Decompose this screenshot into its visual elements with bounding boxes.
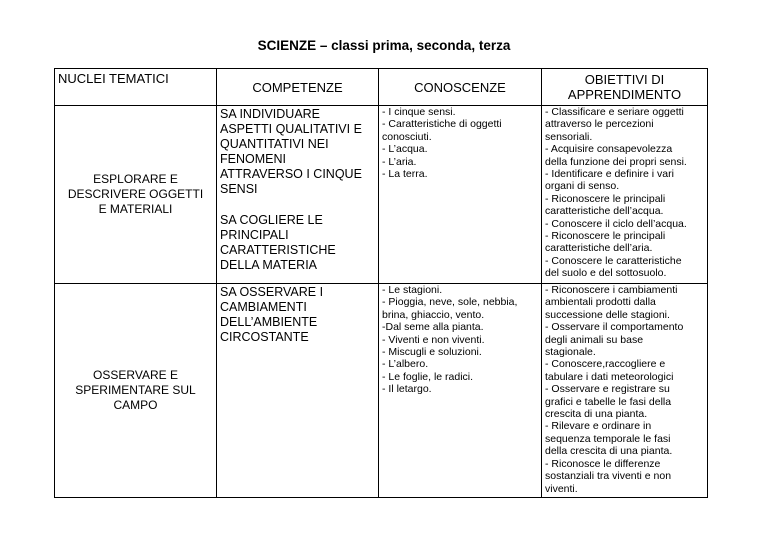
conoscenze-line: - Il letargo.: [382, 383, 432, 396]
obiettivi-line: della crescita di una pianta.: [545, 445, 673, 458]
header-obiettivi-line2: APPRENDIMENTO: [567, 87, 682, 102]
obiettivi-line: sensoriali.: [545, 130, 593, 143]
conoscenze-line: - Le stagioni.: [382, 284, 443, 296]
obiettivi-line: - Identificare e definire i vari: [545, 168, 674, 181]
obiettivi-cell: [542, 106, 708, 284]
obiettivi-line: - Riconosce le differenze: [545, 457, 661, 470]
conoscenze-line: - La terra.: [382, 168, 428, 181]
conoscenze-line: - Pioggia, neve, sole, nebbia,: [382, 296, 518, 309]
obiettivi-line: viventi.: [545, 482, 578, 495]
table-row: [55, 284, 708, 498]
header-competenze: COMPETENZE: [217, 69, 379, 106]
competenze-line: CAMBIAMENTI: [220, 300, 307, 314]
obiettivi-line: sequenza temporale le fasi: [545, 432, 671, 445]
competenze-line: FENOMENI: [220, 152, 286, 166]
obiettivi-line: degli animali su base: [545, 333, 644, 346]
spacer: [220, 197, 375, 213]
obiettivi-line: - Rilevare e ordinare in: [545, 420, 652, 433]
nucleo-cell: [55, 106, 217, 284]
obiettivi-line: - Conoscere,raccogliere e: [545, 358, 666, 371]
header-nuclei: NUCLEI TEMATICI: [55, 69, 217, 106]
page-title: SCIENZE – classi prima, seconda, terza: [257, 38, 511, 53]
competenze-line: QUANTITATIVI NEI: [220, 137, 329, 151]
obiettivi-line: successione delle stagioni.: [545, 308, 670, 321]
obiettivi-line: ambientali prodotti dalla: [545, 296, 656, 309]
header-row: [55, 69, 708, 106]
nucleo-line: ESPLORARE E: [93, 172, 178, 186]
conoscenze-line: - Le foglie, le radici.: [382, 370, 474, 383]
obiettivi-line: grafici e tabelle le fasi della: [545, 395, 672, 408]
nucleo-line: E MATERIALI: [98, 202, 173, 216]
obiettivi-line: della funzione dei propri sensi.: [545, 155, 687, 168]
header-obiettivi-line1: OBIETTIVI DI: [584, 72, 665, 87]
competenze-line: ATTRAVERSO I CINQUE: [220, 167, 362, 181]
conoscenze-line: brina, ghiaccio, vento.: [382, 308, 485, 321]
conoscenze-line: - Caratteristiche di oggetti: [382, 118, 502, 131]
obiettivi-line: - Osservare il comportamento: [545, 321, 684, 334]
conoscenze-line: -Dal seme alla pianta.: [382, 321, 484, 334]
obiettivi-line: - Classificare e seriare oggetti: [545, 106, 684, 118]
obiettivi-line: caratteristiche dell’acqua.: [545, 205, 664, 218]
obiettivi-line: - Conoscere le caratteristiche: [545, 254, 682, 267]
nucleo-cell: [55, 284, 217, 498]
competenze-cell: [217, 106, 379, 284]
obiettivi-line: attraverso le percezioni: [545, 118, 654, 131]
curriculum-table: [54, 68, 708, 498]
nucleo-line: SPERIMENTARE SUL: [75, 383, 196, 397]
obiettivi-line: stagionale.: [545, 346, 596, 359]
obiettivi-cell: [542, 284, 708, 498]
obiettivi-line: - Riconoscere le principali: [545, 230, 666, 243]
obiettivi-line: - Osservare e registrare su: [545, 383, 670, 396]
nucleo-line: CAMPO: [113, 398, 158, 412]
competenze-line: SA INDIVIDUARE: [220, 107, 321, 121]
conoscenze-line: - L’albero.: [382, 358, 429, 371]
conoscenze-line: - L’acqua.: [382, 143, 428, 156]
conoscenze-line: - I cinque sensi.: [382, 106, 456, 118]
conoscenze-cell: [379, 284, 542, 498]
table-row: [55, 106, 708, 284]
competenze-line: ASPETTI QUALITATIVI E: [220, 122, 362, 136]
competenze-line: PRINCIPALI: [220, 228, 289, 242]
obiettivi-line: caratteristiche dell’aria.: [545, 242, 653, 255]
competenze-line: SA OSSERVARE I: [220, 285, 324, 299]
nucleo-line: OSSERVARE E: [93, 368, 178, 382]
conoscenze-line: - L’aria.: [382, 155, 417, 168]
competenze-cell: [217, 284, 379, 498]
obiettivi-line: crescita di una pianta.: [545, 408, 648, 421]
competenze-line: DELL’AMBIENTE: [220, 315, 318, 329]
conoscenze-line: conosciuti.: [382, 130, 432, 143]
obiettivi-line: - Riconoscere le principali: [545, 192, 666, 205]
competenze-line: SA COGLIERE LE: [220, 213, 323, 227]
competenze-line: DELLA MATERIA: [220, 258, 318, 272]
header-obiettivi: [542, 69, 708, 106]
obiettivi-line: del suolo e del sottosuolo.: [545, 267, 667, 280]
competenze-line: CIRCOSTANTE: [220, 330, 309, 344]
obiettivi-line: - Conoscere il ciclo dell’acqua.: [545, 217, 687, 230]
obiettivi-line: tabulare i dati meteorologici: [545, 370, 674, 383]
conoscenze-cell: [379, 106, 542, 284]
competenze-line: CARATTERISTICHE: [220, 243, 336, 257]
obiettivi-line: organi di senso.: [545, 180, 620, 193]
obiettivi-line: - Riconoscere i cambiamenti: [545, 284, 678, 296]
conoscenze-line: - Viventi e non viventi.: [382, 333, 485, 346]
conoscenze-line: - Miscugli e soluzioni.: [382, 346, 482, 359]
obiettivi-line: - Acquisire consapevolezza: [545, 143, 673, 156]
nucleo-line: DESCRIVERE OGGETTI: [67, 187, 204, 201]
obiettivi-line: sostanziali tra viventi e non: [545, 470, 672, 483]
competenze-line: SENSI: [220, 182, 258, 196]
header-conoscenze: CONOSCENZE: [379, 69, 542, 106]
